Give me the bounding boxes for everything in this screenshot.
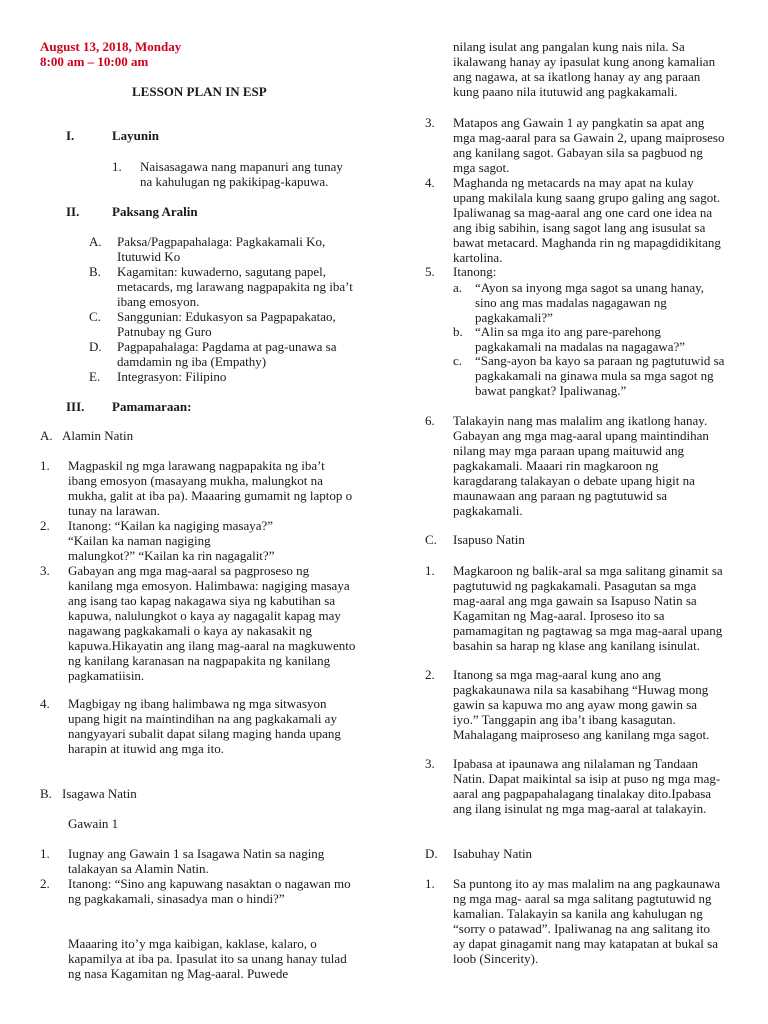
lesson-date: August 13, 2018, Monday <box>40 39 182 54</box>
list-item: 1. Naisasagawa nang mapanuri ang tunay na kahulugan ng pakikipag-kapuwa. <box>112 159 343 189</box>
section-number: II. <box>66 204 80 219</box>
page-title: LESSON PLAN IN ESP <box>132 84 267 99</box>
gawain-label: Gawain 1 <box>68 816 119 831</box>
section-title: Layunin <box>112 128 159 143</box>
section-title: Pamamaraan: <box>112 399 192 414</box>
paragraph: nilang isulat ang pangalan kung nais nila. Sa ikalawang hanay ay ipasulat kung anong kamalian ang nagawa, at sa ikatlong hanay ay ang paraan kung paano nila itutuwid ang pagkakamali. <box>453 39 716 99</box>
section-number: I. <box>66 128 75 143</box>
paragraph: Maaaring ito’y mga kaibigan, kaklase, kalaro, o kapamilya at iba pa. Ipasulat ito sa unang hanay tulad ng nasa Kagamitan ng Mag-aaral. Puwede <box>68 936 347 981</box>
section-title: Paksang Aralin <box>112 204 198 219</box>
section-number: III. <box>66 399 85 414</box>
lesson-time: 8:00 am – 10:00 am <box>40 54 149 69</box>
